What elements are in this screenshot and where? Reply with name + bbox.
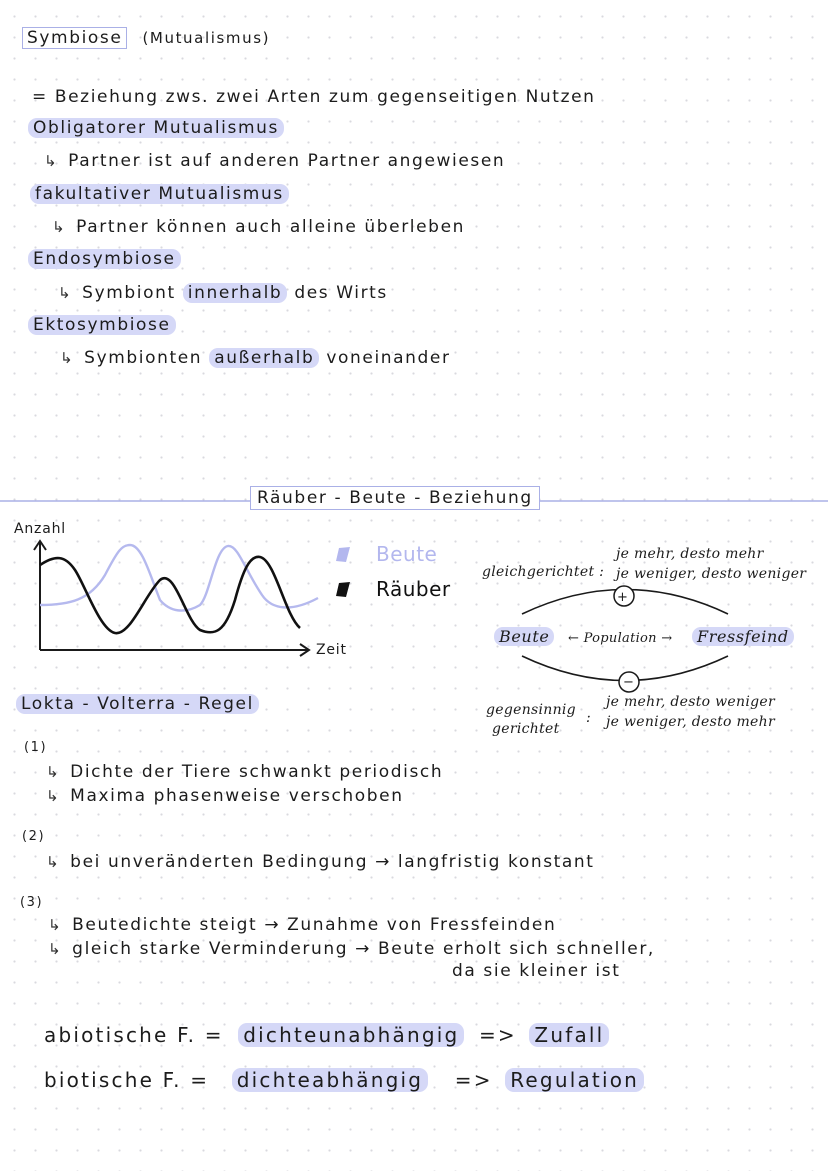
- plus-sign: +: [617, 590, 628, 605]
- graph-y-label: Anzahl: [14, 521, 66, 537]
- subpoint-arrow-icon: ↳: [58, 284, 73, 302]
- legend-label-raeuber: Räuber: [376, 577, 451, 601]
- rule-3-line-2: ↳ gleich starke Verminderung → Beute erholt sich schneller,: [48, 939, 655, 959]
- raeuber-heading-wrap: [250, 487, 540, 509]
- subpoint-arrow-icon: ↳: [44, 152, 59, 170]
- term-label: Endosymbiose: [28, 249, 181, 269]
- rule-1-num: (1): [24, 740, 48, 755]
- subpoint-arrow-icon: ↳: [46, 763, 61, 781]
- rule-1-line-2: ↳ Maxima phasenweise verschoben: [46, 786, 404, 806]
- graph-axes: [34, 541, 309, 656]
- symbiose-subtitle: (Mutualismus): [142, 29, 271, 47]
- gegen-label-1: gegensinnig: [486, 702, 576, 718]
- faktor-biotisch: biotische F. = dichteabhängig => Regulation: [44, 1069, 644, 1091]
- term-ekto-desc: ↳ Symbionten außerhalb voneinander: [60, 348, 451, 368]
- relation-right: Fressfeind: [692, 626, 794, 648]
- faktor-value: dichteunabhängig: [238, 1023, 464, 1047]
- subpoint-arrow-icon: ↳: [48, 916, 63, 934]
- highlight-ausserhalb: außerhalb: [209, 348, 319, 368]
- subpoint-arrow-icon: ↳: [48, 940, 63, 958]
- legend-swatch-beute: [336, 547, 350, 562]
- gegen-label-2: gerichtet: [492, 721, 560, 737]
- gleich-label: gleichgerichtet :: [482, 564, 605, 580]
- faktor-result: Zufall: [529, 1023, 609, 1047]
- lotka-title: Lokta - Volterra - Regel: [16, 693, 259, 715]
- relation-center: ← Population →: [568, 631, 673, 646]
- minus-sign: −: [623, 675, 634, 690]
- term-label: Ektosymbiose: [28, 315, 176, 335]
- graph-x-label: Zeit: [316, 642, 347, 658]
- raeuber-heading: Räuber - Beute - Beziehung: [250, 486, 540, 510]
- rule-3-line-1: ↳ Beutedichte steigt → Zunahme von Fressfeinden: [48, 915, 557, 935]
- subpoint-arrow-icon: ↳: [46, 787, 61, 805]
- gegen-colon: :: [586, 710, 592, 726]
- rule-2-num: (2): [22, 829, 46, 844]
- subpoint-arrow-icon: ↳: [46, 853, 61, 871]
- term-endo-desc: ↳ Symbiont innerhalb des Wirts: [58, 283, 388, 303]
- subpoint-arrow-icon: ↳: [60, 349, 75, 367]
- gleich-line-2: je weniger, desto weniger: [616, 566, 807, 582]
- rule-3-num: (3): [20, 895, 44, 910]
- rule-2-line-1: ↳ bei unveränderten Bedingung → langfristig konstant: [46, 852, 595, 872]
- gleich-line-1: je mehr, desto mehr: [616, 546, 764, 562]
- legend-swatch-raeuber: [336, 582, 350, 597]
- term-fakultativ-desc: ↳ Partner können auch alleine überleben: [52, 217, 466, 237]
- gegen-line-2: je weniger, desto mehr: [606, 714, 775, 730]
- symbiose-title: Symbiose: [22, 27, 127, 49]
- faktor-value: dichteabhängig: [232, 1068, 428, 1092]
- term-label: fakultativer Mutualismus: [30, 184, 289, 204]
- subpoint-arrow-icon: ↳: [52, 218, 67, 236]
- gegen-line-1: je mehr, desto weniger: [606, 694, 775, 710]
- legend-label-beute: Beute: [376, 542, 438, 566]
- relation-left: Beute: [494, 626, 554, 648]
- term-obligator-desc: ↳ Partner ist auf anderen Partner angewiesen: [44, 151, 506, 171]
- symbiose-definition: = Beziehung zws. zwei Arten zum gegenseitigen Nutzen: [32, 87, 596, 107]
- rule-3-cont: da sie kleiner ist: [452, 961, 621, 981]
- rule-1-line-1: ↳ Dichte der Tiere schwankt periodisch: [46, 762, 444, 782]
- faktor-abiotisch: abiotische F. = dichteunabhängig => Zufall: [44, 1024, 609, 1046]
- term-label: Obligatorer Mutualismus: [28, 118, 284, 138]
- faktor-result: Regulation: [505, 1068, 644, 1092]
- highlight-innerhalb: innerhalb: [183, 283, 288, 303]
